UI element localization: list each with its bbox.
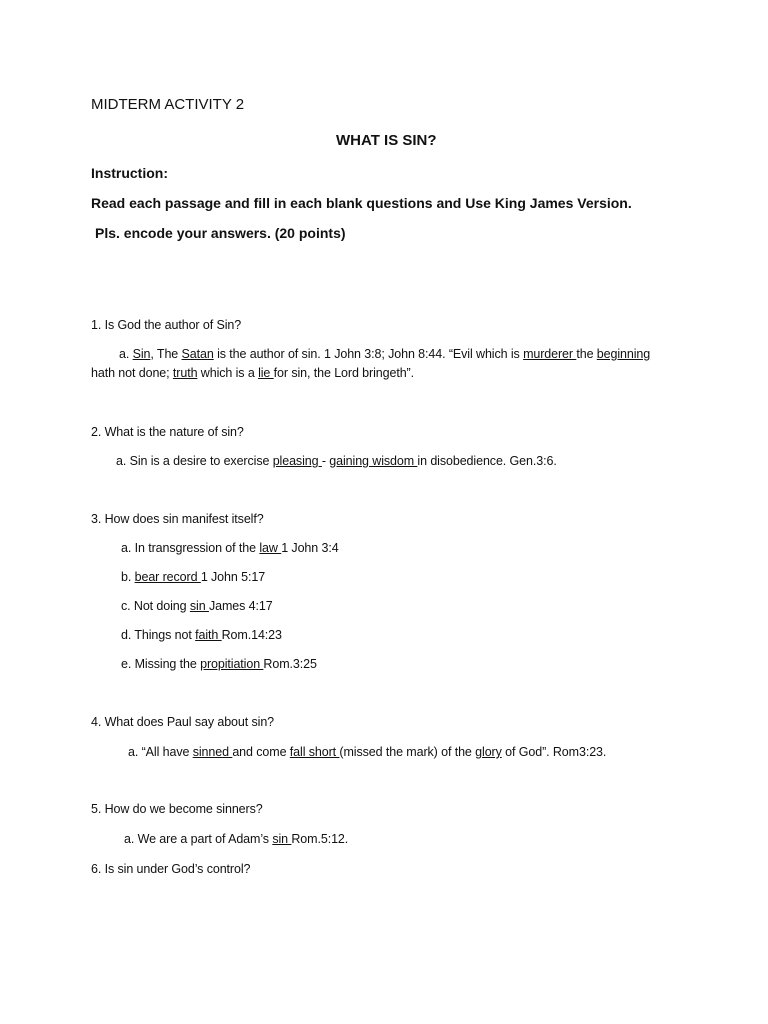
question-2-answer <box>116 454 557 468</box>
answer-blank: pleasing <box>272 454 322 468</box>
question-1: 1. Is God the author of Sin? <box>91 318 242 332</box>
answer-blank: sin <box>189 599 209 613</box>
answer-blank: murderer <box>523 347 577 361</box>
answer-text: d. Things not <box>121 628 196 642</box>
question-3-item-a <box>121 541 339 555</box>
instruction-line-2: Pls. encode your answers. (20 points) <box>95 225 346 241</box>
answer-blank: glory <box>475 745 502 759</box>
answer-text: a. We are a part of Adam’s <box>124 832 273 846</box>
answer-text: is the author of sin. 1 John 3:8; John 8:44. “Evil which is <box>213 347 524 361</box>
answer-text: a. “All have <box>128 745 193 759</box>
page-title: WHAT IS SIN? <box>336 132 437 149</box>
question-5: 5. How do we become sinners? <box>91 802 263 816</box>
answer-text: Rom.14:23 <box>221 628 282 642</box>
answer-text: of God”. Rom3:23. <box>501 745 607 759</box>
answer-text: a. In transgression of the <box>121 541 260 555</box>
answer-blank: sinned <box>192 745 233 759</box>
question-6: 6. Is sin under God’s control? <box>91 862 251 876</box>
question-4-answer <box>128 745 606 759</box>
activity-heading: MIDTERM ACTIVITY 2 <box>91 96 245 113</box>
answer-text: e. Missing the <box>121 657 201 671</box>
answer-blank: beginning <box>596 347 651 361</box>
question-1-answer-line-1 <box>119 347 650 361</box>
answer-text: Rom.3:25 <box>263 657 317 671</box>
answer-blank: faith <box>195 628 222 642</box>
answer-text: a. Sin is a desire to exercise <box>116 454 273 468</box>
question-3-item-c <box>121 599 273 613</box>
answer-text: c. Not doing <box>121 599 190 613</box>
answer-text: , The <box>150 347 182 361</box>
answer-blank: truth <box>172 366 198 380</box>
answer-text: 1 John 3:4 <box>281 541 339 555</box>
answer-text: for sin, the Lord bringeth”. <box>273 366 414 380</box>
question-3: 3. How does sin manifest itself? <box>91 512 264 526</box>
instruction-line-1: Read each passage and fill in each blank questions and Use King James Version. <box>91 195 632 211</box>
answer-blank: propitiation <box>200 657 264 671</box>
question-3-item-e <box>121 657 317 671</box>
question-5-answer <box>124 832 348 846</box>
answer-text: the <box>576 347 597 361</box>
answer-text: 1 John 5:17 <box>200 570 266 584</box>
instruction-label: Instruction: <box>91 165 168 181</box>
answer-text: hath not done; <box>91 366 173 380</box>
question-3-item-b <box>121 570 265 584</box>
answer-blank: gaining wisdom <box>329 454 418 468</box>
question-4: 4. What does Paul say about sin? <box>91 715 275 729</box>
answer-blank: fall short <box>289 745 340 759</box>
answer-text: in disobedience. Gen.3:6. <box>417 454 557 468</box>
question-1-answer-line-2 <box>91 366 414 380</box>
answer-text: (missed the mark) of the <box>339 745 476 759</box>
answer-blank: lie <box>258 366 274 380</box>
answer-text: - <box>321 454 330 468</box>
question-2: 2. What is the nature of sin? <box>91 425 244 439</box>
question-3-item-d <box>121 628 282 642</box>
answer-text: James 4:17 <box>208 599 273 613</box>
answer-text: and come <box>232 745 290 759</box>
answer-blank: Satan <box>181 347 214 361</box>
answer-text: Rom.5:12. <box>291 832 349 846</box>
answer-blank: bear record <box>134 570 201 584</box>
answer-blank: law <box>259 541 282 555</box>
answer-text: b. <box>121 570 135 584</box>
answer-prefix: a. <box>119 347 133 361</box>
answer-blank: sin <box>272 832 292 846</box>
answer-text: which is a <box>197 366 259 380</box>
answer-blank: Sin <box>132 347 151 361</box>
